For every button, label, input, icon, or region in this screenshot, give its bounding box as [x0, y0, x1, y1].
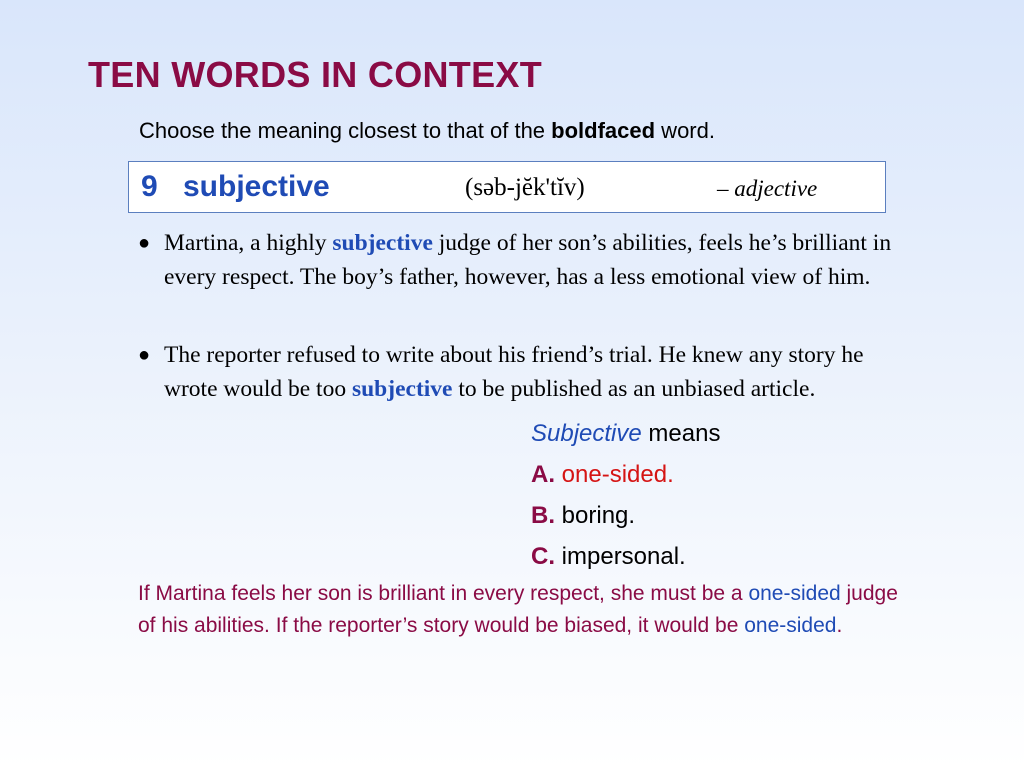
example-after: judge of her son’s abilities, feels he’s brilliant in every respect. The boy’s father, however, has a less emotional view of him. [164, 230, 892, 290]
choice-b[interactable] [531, 495, 720, 536]
bullet-icon: ● [138, 232, 151, 254]
choice-text: one-sided. [555, 461, 674, 488]
question-prompt [531, 413, 720, 454]
explanation-part-1: If Martina feels her son is brilliant in every respect, she must be a [138, 582, 749, 605]
bullet-icon: ● [138, 344, 151, 366]
explanation-text [138, 578, 898, 642]
explanation-term-2: one-sided [744, 614, 837, 637]
choice-letter: C. [531, 543, 555, 570]
choice-letter: A. [531, 461, 555, 488]
example-before: The reporter refused to write about his friend’s trial. He knew any story he wrote would be too [164, 342, 864, 402]
word-number: 9 [141, 170, 158, 203]
choice-c[interactable] [531, 536, 720, 577]
choice-text: boring. [555, 502, 636, 529]
page-title: TEN WORDS IN CONTEXT [88, 54, 542, 95]
word-term: subjective [183, 170, 330, 203]
vocabulary-word-box [128, 161, 886, 213]
word-pronunciation: (səb-jĕk'tĭv) [465, 174, 585, 201]
explanation-part-2: judge of his abilities. If the reporter’s story would be biased, it would be [138, 582, 898, 637]
example-highlight: subjective [332, 230, 433, 256]
explanation-part-3: . [836, 614, 843, 637]
example-after: to be published as an unbiased article. [452, 376, 816, 402]
question-lead-rest: means [641, 420, 721, 447]
example-text [138, 226, 898, 294]
example-sentence-1 [138, 226, 898, 294]
example-sentence-2 [138, 338, 898, 406]
example-highlight: subjective [351, 376, 453, 402]
instruction-before: Choose the meaning closest to that of the [139, 118, 552, 143]
explanation-term-1: one-sided [748, 582, 841, 605]
example-before: Martina, a highly [164, 230, 333, 256]
answer-choices [531, 413, 720, 577]
question-lead-word: Subjective [531, 420, 642, 447]
choice-letter: B. [531, 502, 555, 529]
choice-a[interactable] [531, 454, 720, 495]
instruction-after: word. [655, 118, 715, 143]
instruction-bold: boldfaced [551, 118, 656, 143]
word-part-of-speech: – adjective [717, 176, 818, 201]
choice-text: impersonal. [555, 543, 686, 570]
example-text [138, 338, 898, 406]
instruction-text [139, 118, 715, 144]
